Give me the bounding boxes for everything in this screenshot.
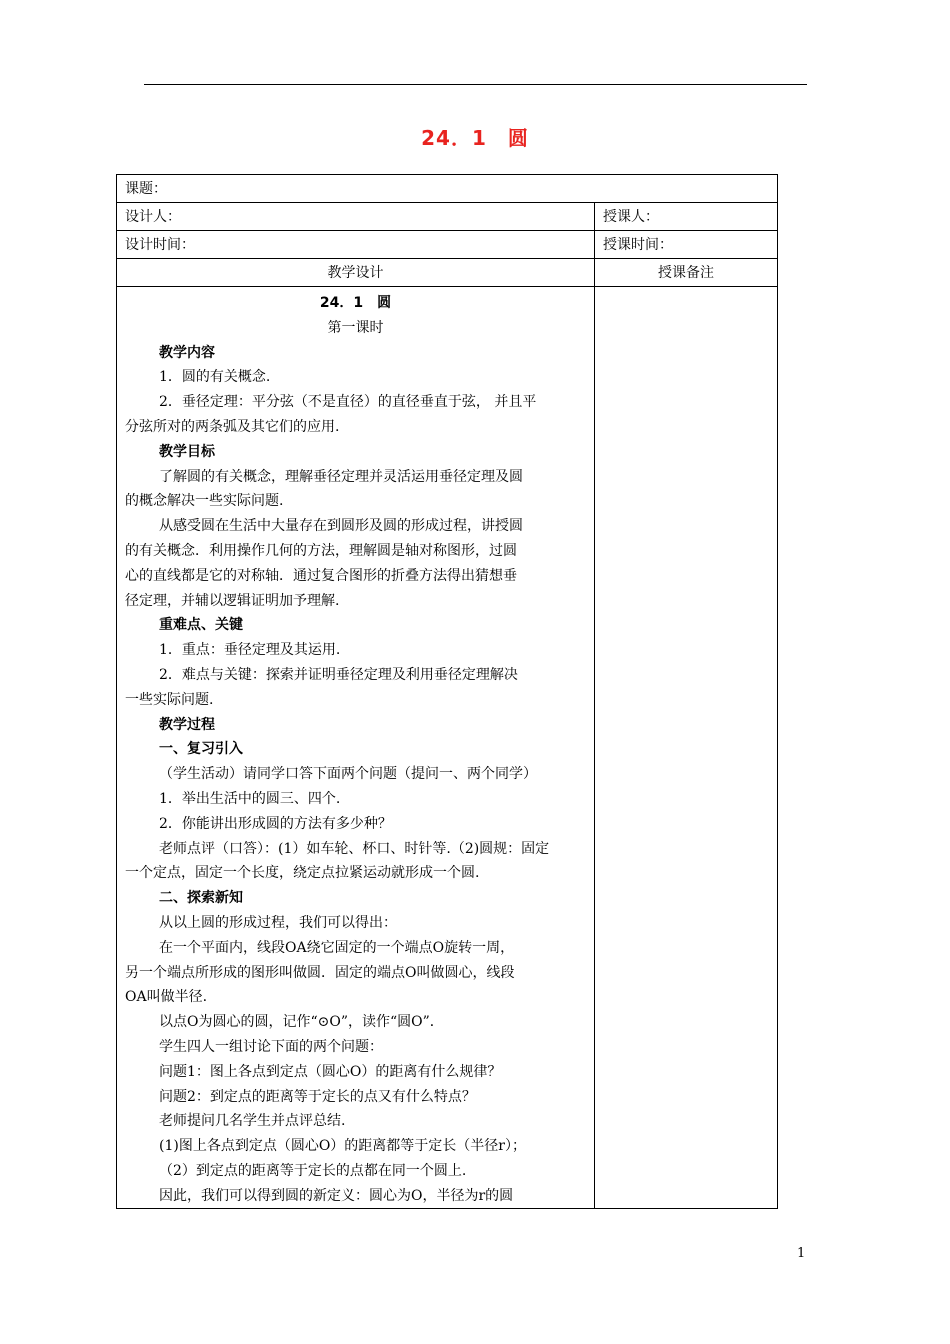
lesson-line: 2．你能讲出形成圆的方法有多少种？ [159, 815, 392, 832]
lesson-line: 因此，我们可以得到圆的新定义：圆心为O，半径为r的圆 [159, 1187, 514, 1204]
lesson-line: 了解圆的有关概念，理解垂径定理并灵活运用垂径定理及圆 [159, 468, 523, 485]
lesson-line: 的有关概念．利用操作几何的方法，理解圆是轴对称图形，过圆 [125, 542, 517, 559]
header-rule [144, 84, 807, 85]
column-header-notes: 授课备注 [595, 259, 778, 287]
lesson-line: 分弦所对的两条弧及其它们的应用. [125, 418, 340, 435]
lesson-line: 第一课时 [327, 319, 384, 336]
lesson-line: 从感受圆在生活中大量存在到圆形及圆的形成过程，讲授圆 [159, 518, 523, 535]
lesson-line: 1．重点：垂径定理及其运用. [159, 642, 341, 659]
teach-time-cell: 授课时间： [595, 231, 778, 259]
column-header-design: 教学设计 [117, 259, 595, 287]
lesson-line: (1)图上各点到定点（圆心O）的距离都等于定长（半径r）； [159, 1138, 526, 1155]
lesson-line: 2．难点与关键：探索并证明垂径定理及利用垂径定理解决 [159, 666, 518, 683]
lesson-line: 2．垂径定理：平分弦（不是直径）的直径垂直于弦， 并且平 [159, 394, 537, 411]
lesson-line: 径定理，并辅以逻辑证明加予理解. [125, 592, 340, 609]
lesson-line: 在一个平面内，线段OA绕它固定的一个端点O旋转一周， [159, 939, 515, 956]
table-row [117, 231, 778, 259]
teaching-notes-cell [595, 287, 778, 1209]
designer-cell: 设计人： [117, 203, 595, 231]
document-title: 24．1 圆 [421, 126, 529, 150]
table-row [117, 175, 778, 203]
lesson-line: 学生四人一组讨论下面的两个问题： [159, 1038, 383, 1055]
lesson-line: 教学目标 [159, 443, 215, 460]
table-row [117, 203, 778, 231]
lesson-line: 24．1 圆 [319, 295, 392, 311]
lesson-line: 老师提问几名学生并点评总结. [159, 1113, 346, 1130]
lesson-line: 重难点、关键 [159, 617, 243, 634]
lesson-line: 1．圆的有关概念. [159, 369, 271, 386]
topic-cell: 课题： [117, 175, 778, 203]
lesson-line: 问题1：图上各点到定点（圆心O）的距离有什么规律？ [159, 1063, 502, 1080]
lesson-line: 心的直线都是它的对称轴．通过复合图形的折叠方法得出猜想垂 [125, 567, 517, 584]
lesson-line: 一些实际问题. [125, 691, 214, 708]
teacher-cell: 授课人： [595, 203, 778, 231]
lesson-line: 的概念解决一些实际问题. [125, 493, 284, 510]
lesson-plan-table [116, 174, 778, 1209]
design-time-cell: 设计时间： [117, 231, 595, 259]
lesson-content [125, 291, 586, 1208]
lesson-content-cell [117, 287, 595, 1209]
table-row [117, 287, 778, 1209]
lesson-line: 另一个端点所形成的图形叫做圆．固定的端点O叫做圆心，线段 [125, 964, 515, 981]
lesson-line: 一、复习引入 [159, 741, 243, 758]
lesson-line: （2）到定点的距离等于定长的点都在同一个圆上. [159, 1162, 467, 1179]
lesson-line: 教学过程 [159, 716, 215, 733]
lesson-line: 教学内容 [159, 344, 215, 361]
lesson-line: 问题2：到定点的距离等于定长的点又有什么特点？ [159, 1088, 476, 1105]
page-number: 1 [797, 1246, 806, 1261]
table-header-row [117, 259, 778, 287]
lesson-line: OA叫做半径. [125, 989, 208, 1006]
lesson-line: 以点O为圆心的圆，记作“⊙O”，读作“圆O”． [159, 1014, 444, 1031]
lesson-line: 从以上圆的形成过程，我们可以得出： [159, 914, 397, 931]
lesson-line: 一个定点，固定一个长度，绕定点拉紧运动就形成一个圆. [125, 865, 480, 882]
lesson-line: 老师点评（口答）：(1）如车轮、杯口、时针等.（2)圆规：固定 [159, 840, 550, 857]
lesson-line: 二、探索新知 [159, 890, 243, 907]
lesson-line: （学生活动）请同学口答下面两个问题（提问一、两个同学） [159, 766, 537, 783]
lesson-line: 1．举出生活中的圆三、四个. [159, 790, 341, 807]
